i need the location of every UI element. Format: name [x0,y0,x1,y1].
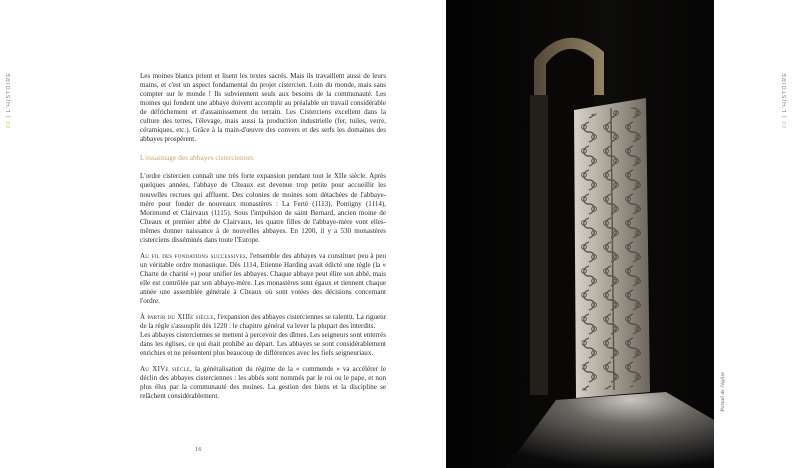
paragraph: À partir du XIIIe siècle, l'expansion des abbayes cisterciennes se ralentit. La rigueur de la règle s'assouplit dès 1220 : le chapitre général va lever la plupart des interdits. [140,313,386,331]
portal-door-illustration [446,0,714,468]
running-header-left: 02 | L'HISTOIRE [6,72,12,129]
chapter-title: L'HISTOIRE [6,72,12,113]
section-subheading: L'essaimage des abbayes cisterciennes [140,153,254,163]
lead-in: Au fil des fondations successives, [140,251,248,260]
intro-paragraph: Les moines blancs prient et lisent les textes sacrés. Mais ils travaillent aussi de leurs mains, et c'est un aspect fondamental du projet cistercien. Loin du monde, mais sans compter sur le monde ! Ils subviennent seuls aux besoins de la communauté. Les moines qui fondent une abbaye doivent accomplir au préalable un travail considérable de défrichement et d'assainissement du terrain. Les Cisterciens excellent dans la culture des terres, l'élevage, mais aussi la production industrielle (fer, tuiles, verre, céramiques, etc.). Grâce à la main-d'œuvre des convers et des serfs les domaines des abbayes prospèrent. [140,72,386,144]
photo-caption: Portail de l'église [720,372,726,412]
lead-in: Au XIVe siècle, [140,365,192,374]
lead-in: À partir du XIIIe siècle, [140,313,216,322]
page-number: 16 [195,446,202,453]
paragraph: Les abbayes cisterciennes se mettent à percevoir des dîmes. Les seigneurs sont enterrés dans les églises, ce qui était prohibé au départ. Les abbayes se sont considérablement enrichies et ne présentent plus beaucoup de différences avec les fiefs seigneuriaux. [140,331,386,358]
chapter-title: L'HISTOIRE [782,72,788,113]
paragraph: Au XIVe siècle, la généralisation du régime de la « commende » va accélérer le déclin des abbayes cisterciennes : les abbés sont nommés par le roi ou le pape, et non plus élus par la communauté des moines. La gestion des biens et la discipline se relâchent considérablement. [140,365,387,401]
running-header-right: 02 | L'HISTOIRE [782,72,788,129]
chapter-number: 02 [6,120,12,129]
church-portal-photo [446,0,714,468]
chapter-number: 02 [782,120,788,129]
paragraph: Au fil des fondations successives, l'ensemble des abbayes va constituer peu à peu un véritable ordre monastique. Dès 1114, Etienne Harding avait édicté une règle (la « Charte de charité ») pour unifier les abbayes. Chaque abbaye peut élire son abbé, mais elle est contrôlée par son abbaye-mère. Les monastères sont égaux et tiennent chaque année une assemblée générale à Cîteaux où sont votées des décisions concernant l'ordre. [140,251,386,306]
body-text-column [140,72,386,409]
paragraph: L'ordre cistercien connaît une très forte expansion pendant tout le XIIe siècle. Après quelques années, l'abbaye de Cîteaux est devenue trop petite pour accueillir les nouvelles recrues qui affluent. Des colonies de moines sont détachées de l'abbaye-mère pour fonder de nouveaux monastères : La Ferté (1113), Pontigny (1114), Morimond et Clairvaux (1115). Sous l'impulsion de saint Bernard, ancien moine de Cîteaux et premier abbé de Clairvaux, les quatre filles de l'abbaye-mère vont elles-mêmes donner naissance à de nouvelles abbayes. En 1200, il y a 530 monastères cisterciens disséminés dans toute l'Europe. [140,172,386,244]
